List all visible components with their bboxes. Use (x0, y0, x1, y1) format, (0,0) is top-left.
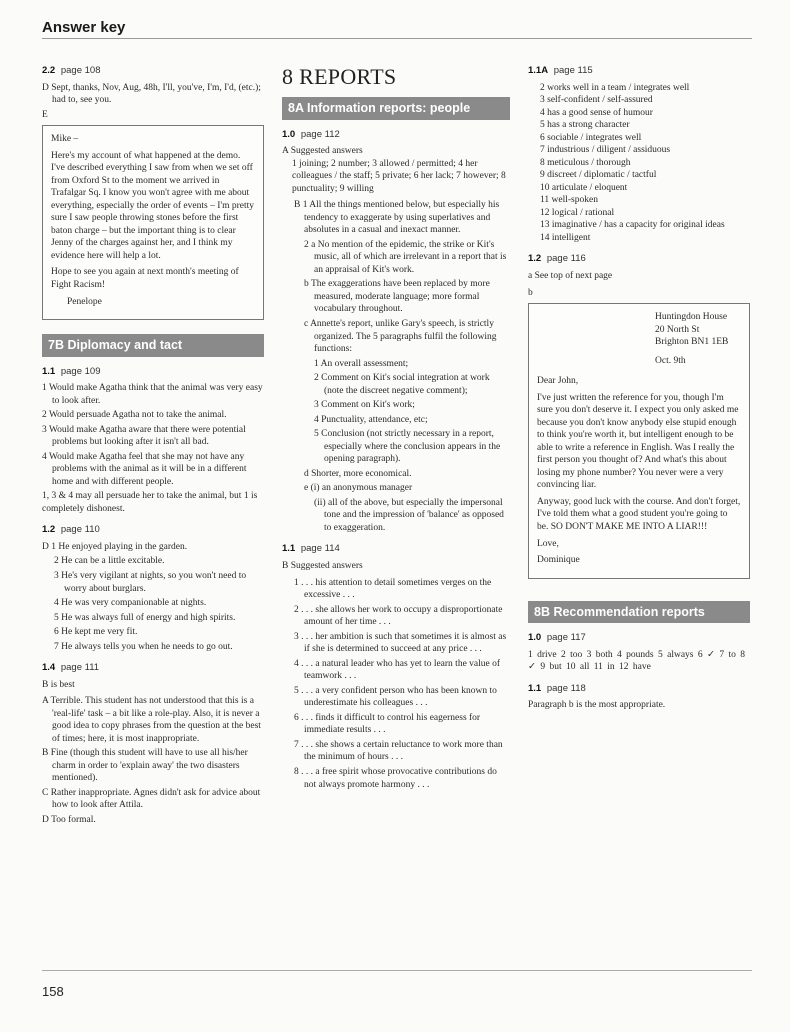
letter-paragraph: Here's my account of what happened at the demo. I've described everything I saw from when we set off from Oxford St to the moment we arrived in Trafalgar Sq. I know you won't agree with me about everything, especially the order of events – I'm pretty sure I saw people throwing stones before the first baton charge – but the important thing is to clear Jenny of the charges against her, and I think my evidence here will help a lot. (51, 150, 254, 261)
section-heading-2-2 (42, 65, 264, 78)
section-number: 1.1 (528, 682, 542, 694)
answer-text: Paragraph b is the most appropriate. (528, 700, 666, 711)
list-item: 6 sociable / integrates well (540, 132, 642, 143)
section-page: page 111 (60, 662, 100, 674)
address-line: 20 North St (655, 324, 700, 335)
answer-e-label: E (42, 109, 48, 120)
section-heading-1-1b (282, 543, 510, 556)
letter-signature: Penelope (67, 296, 102, 307)
section-number: 1.1 (282, 543, 296, 555)
list-item: 2 He can be a little excitable. (54, 556, 165, 567)
list-item: B Fine (though this student will have to use all his/her charm in order to 'explain away' the two disasters mentioned). (42, 748, 248, 784)
intro: B is best (42, 679, 75, 690)
section-page: page 108 (60, 65, 101, 76)
answer-a-body: 1 joining; 2 number; 3 allowed / permitted; 4 her colleagues / the staff; 5 private; 6 her lack; 7 however; 8 punctuality; 9 willing (292, 158, 506, 194)
letter-box-john (528, 303, 750, 579)
answer-b-label: b (528, 287, 533, 298)
address-line: Huntingdon House (655, 312, 728, 323)
section-page: page 117 (546, 632, 586, 644)
list-item: 10 articulate / eloquent (540, 182, 628, 193)
answer-a: a See top of next page (528, 270, 613, 281)
section-number: 1.1 (42, 365, 56, 377)
list-item: 2 Comment on Kit's social integration at work (note the discreet negative comment); (314, 373, 490, 396)
answer-b2b: b The exaggerations have been replaced by more measured, moderate language; more formal vocabulary throughout. (304, 279, 490, 315)
list-item: 5 has a strong character (540, 120, 630, 131)
list-item: 8 meticulous / thorough (540, 157, 631, 168)
section-number: 1.1A (528, 65, 549, 76)
section-number: 1.0 (528, 632, 542, 644)
letter-paragraph: Anyway, good luck with the course. And don't forget, I've told them what a good student you're going to be. SO DON'T MAKE ME INTO A LIAR!!! (537, 496, 741, 532)
section-page: page 118 (546, 682, 586, 694)
list-item: 4 has a good sense of humour (540, 107, 653, 118)
list-item: 4 Punctuality, attendance, etc; (314, 414, 428, 425)
list-item: 4 . . . a natural leader who has yet to learn the value of teamwork . . . (294, 658, 501, 682)
section-band-8a: 8A Information reports: people (282, 97, 510, 120)
section-band-7b: 7B Diplomacy and tact (42, 334, 264, 357)
section-page: page 112 (300, 128, 340, 140)
column-middle (282, 62, 510, 793)
letter-signature: Dominique (537, 555, 580, 566)
answer-b1: B 1 All the things mentioned below, but especially his tendency to exaggerate by using superlatives and absolutes in a casual and inexact manner. (294, 200, 500, 236)
list-item: 5 . . . a very confident person who has been known to underestimate his colleagues . . . (294, 685, 497, 709)
list-item: 6 . . . finds it difficult to control his eagerness for immediate results . . . (294, 712, 481, 736)
answer-b2a: 2 a No mention of the epidemic, the strike or Kit's music, all of which are irrelevant in a report that is an appraisal of Kit's work. (304, 239, 507, 275)
list-item: 3 Would make Agatha aware that there were potential problems but looking after it isn't all bad. (42, 424, 246, 448)
section-page: page 109 (60, 365, 101, 377)
section-heading-1-1a (528, 65, 750, 78)
section-heading-1-2 (528, 253, 750, 266)
letter-salutation: Mike – (51, 134, 79, 145)
list-item: 7 industrious / diligent / assiduous (540, 145, 671, 156)
section-heading-1-4 (42, 662, 264, 675)
list-item: 2 works well in a team / integrates well (540, 82, 690, 93)
list-item: D 1 He enjoyed playing in the garden. (42, 541, 188, 552)
letter-address (655, 311, 741, 367)
page-header-title: Answer key (42, 19, 126, 36)
answer-list: 1 drive 2 too 3 both 4 pounds 5 always 6 ✓ 7 to 8 ✓ 9 but 10 all 11 in 12 have (528, 649, 745, 673)
column-left (42, 62, 264, 829)
letter-salutation: Dear John, (537, 376, 579, 387)
answer-b2e-i: e (i) an anonymous manager (304, 483, 413, 494)
answer-d: D Sept, thanks, Nov, Aug, 48h, I'll, you've, I'm, I'd, (etc.); had to, see you. (42, 82, 261, 106)
note: 1, 3 & 4 may all persuade her to take the animal, but 1 is completely dishonest. (42, 491, 258, 514)
list-item: 3 self-confident / self-assured (540, 95, 653, 106)
section-band-8b: 8B Recommendation reports (528, 601, 750, 624)
section-page: page 114 (300, 543, 340, 555)
section-heading-1-1 (42, 366, 264, 379)
list-item: 4 Would make Agatha feel that she may not have any problems with the animal as it will be in a different home and with different people. (42, 451, 247, 487)
list-item: 8 . . . a free spirit whose provocative contributions do not always promote harmony . . . (294, 766, 497, 790)
answer-b-label: B Suggested answers (282, 561, 363, 571)
footer-divider (42, 970, 752, 971)
list-item: 14 intelligent (540, 232, 591, 243)
list-item: 7 . . . she shows a certain reluctance to work more than the minimum of hours . . . (294, 739, 503, 763)
section-page: page 115 (553, 65, 593, 76)
list-item: 6 He kept me very fit. (54, 627, 138, 638)
list-item: A Terrible. This student has not understood that this is a 'real-life' task – a bit like a role-play. Also, it is never a good idea to copy phrases from the question at the best of times; here, it is most inappropriate. (42, 696, 261, 744)
answer-b2e-ii: (ii) all of the above, but especially the impersonal tone and the impression of 'balance' as opposed to exaggeration. (314, 497, 504, 533)
section-number: 1.2 (528, 253, 542, 265)
answer-b2c: c Annette's report, unlike Gary's speech, is strictly organized. The 5 paragraphs fulfil the following functions: (304, 318, 497, 355)
page-number: 158 (42, 984, 64, 999)
header (42, 18, 752, 38)
section-page: page 110 (60, 524, 100, 536)
list-item: 11 well-spoken (540, 195, 598, 206)
list-item: C Rather inappropriate. Agnes didn't ask for advice about how to look after Attila. (42, 787, 261, 811)
section-heading-1-1 (528, 683, 750, 696)
letter-box-mike (42, 125, 264, 320)
list-item: 1 . . . his attention to detail sometimes verges on the excessive . . . (294, 577, 492, 601)
list-item: 1 Would make Agatha think that the animal was very easy to look after. (42, 383, 263, 406)
letter-paragraph: I've just written the reference for you, though I'm sure you don't deserve it. I expect you only asked me because you don't know anybody else stupid enough to think you're worth it, but intelligent enough to be able to write a reference in English. Was I really the first person you thought of? And what's this about losing my phone number? You never were a very convincing liar. (537, 392, 739, 491)
list-item: 3 . . . her ambition is such that sometimes it is almost as if she is determined to succeed at any price . . . (294, 631, 507, 655)
section-number: 1.2 (42, 524, 56, 536)
chapter-title: 8 REPORTS (282, 64, 397, 89)
letter-date: Oct. 9th (655, 355, 686, 366)
section-heading-1-2 (42, 524, 264, 537)
section-page: page 116 (546, 253, 586, 265)
section-heading-1-0 (528, 632, 750, 645)
list-item: 9 discreet / diplomatic / tactful (540, 170, 657, 181)
list-item: 5 He was always full of energy and high spirits. (54, 612, 236, 623)
list-item: 5 Conclusion (not strictly necessary in a report, especially where the conclusion appears in the opening paragraph). (314, 429, 501, 465)
list-item: 12 logical / rational (540, 207, 615, 218)
section-heading-1-0 (282, 129, 510, 142)
section-number: 2.2 (42, 65, 56, 76)
list-item: 13 imaginative / has a capacity for original ideas (540, 220, 725, 231)
list-item: 2 . . . she allows her work to occupy a disproportionate amount of her time . . . (294, 604, 503, 628)
answer-b2d: d Shorter, more economical. (304, 468, 412, 479)
list-item: 2 Would persuade Agatha not to take the animal. (42, 410, 227, 421)
list-item: 4 He was very companionable at nights. (54, 598, 207, 609)
section-number: 1.4 (42, 662, 56, 674)
header-divider (42, 38, 752, 39)
list-item: 3 Comment on Kit's work; (314, 400, 415, 411)
list-item: 7 He always tells you when he needs to go out. (54, 641, 233, 652)
section-number: 1.0 (282, 128, 296, 140)
address-line: Brighton BN1 1EB (655, 337, 729, 348)
letter-paragraph: Hope to see you again at next month's meeting of Fight Racism! (51, 267, 239, 290)
column-right (528, 62, 750, 716)
list-item: D Too formal. (42, 815, 96, 825)
letter-closing: Love, (537, 538, 559, 549)
answer-a-label: A Suggested answers (282, 146, 363, 157)
list-item: 3 He's very vigilant at nights, so you won't need to worry about burglars. (54, 570, 247, 594)
list-item: 1 An overall assessment; (314, 358, 409, 369)
